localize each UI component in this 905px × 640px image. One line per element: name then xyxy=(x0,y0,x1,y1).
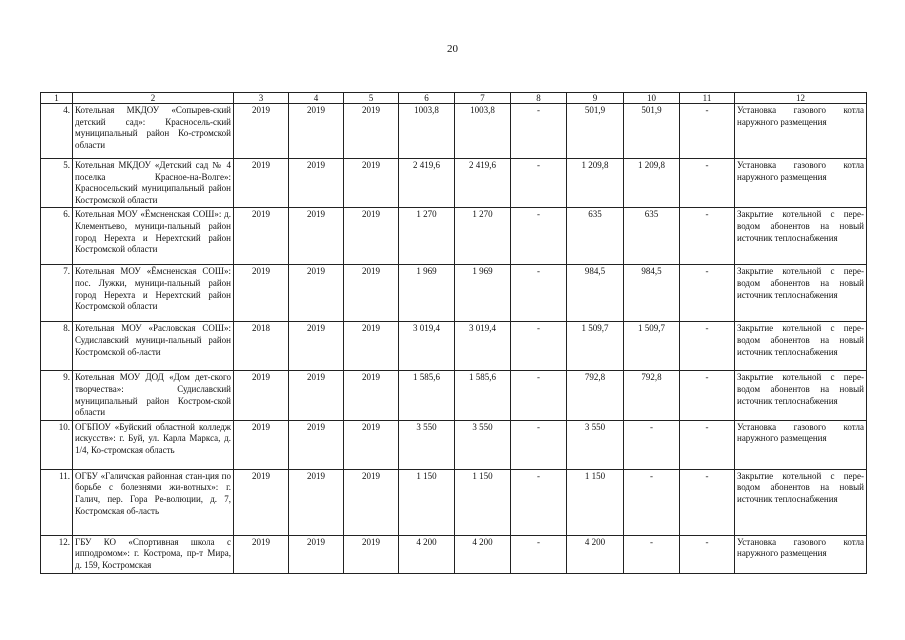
col-6: 2 419,6 xyxy=(399,159,455,208)
header-cell-10: 10 xyxy=(624,93,680,104)
row-number: 6. xyxy=(41,208,73,265)
col-11: - xyxy=(680,535,735,573)
col-3: 2019 xyxy=(234,371,289,420)
col-11: - xyxy=(680,159,735,208)
measure-description: Закрытие котельной с пере-водом абонентов на новый источник теплоснабжения xyxy=(735,469,867,535)
measure-description: Установка газового котла наружного размещения xyxy=(735,420,867,469)
table-row xyxy=(41,265,867,322)
col-11: - xyxy=(680,371,735,420)
row-number: 12. xyxy=(41,535,73,573)
col-10: 792,8 xyxy=(624,371,680,420)
col-4: 2019 xyxy=(289,322,344,371)
col-8: - xyxy=(511,535,567,573)
col-3: 2019 xyxy=(234,104,289,159)
table-row xyxy=(41,469,867,535)
col-7: 1 150 xyxy=(455,469,511,535)
col-5: 2019 xyxy=(344,159,399,208)
col-6: 3 550 xyxy=(399,420,455,469)
col-5: 2019 xyxy=(344,371,399,420)
col-4: 2019 xyxy=(289,420,344,469)
data-table xyxy=(40,92,867,574)
col-6: 1 270 xyxy=(399,208,455,265)
measure-description: Установка газового котла наружного размещения xyxy=(735,159,867,208)
header-cell-11: 11 xyxy=(680,93,735,104)
col-7: 3 550 xyxy=(455,420,511,469)
table-body xyxy=(41,93,867,574)
col-3: 2019 xyxy=(234,208,289,265)
header-cell-8: 8 xyxy=(511,93,567,104)
measure-description: Закрытие котельной с пере-водом абонентов на новый источник теплоснабжения xyxy=(735,322,867,371)
col-10: - xyxy=(624,535,680,573)
header-cell-5: 5 xyxy=(344,93,399,104)
col-3: 2019 xyxy=(234,469,289,535)
col-8: - xyxy=(511,159,567,208)
table-row xyxy=(41,104,867,159)
object-name: Котельная МКДОУ «Сопырев-ский детский сад»: Красносель-ский муниципальный район Ко-стромской области xyxy=(73,104,234,159)
col-6: 1003,8 xyxy=(399,104,455,159)
col-11: - xyxy=(680,469,735,535)
header-cell-12: 12 xyxy=(735,93,867,104)
col-6: 1 150 xyxy=(399,469,455,535)
object-name: Котельная МОУ ДОД «Дом дет-ского творчества»: Судиславский муниципальный район Костром-ской области xyxy=(73,371,234,420)
col-9: 1 150 xyxy=(567,469,624,535)
col-4: 2019 xyxy=(289,265,344,322)
col-5: 2019 xyxy=(344,208,399,265)
header-cell-2: 2 xyxy=(73,93,234,104)
col-6: 4 200 xyxy=(399,535,455,573)
table-row xyxy=(41,159,867,208)
col-11: - xyxy=(680,420,735,469)
col-8: - xyxy=(511,104,567,159)
col-7: 1 585,6 xyxy=(455,371,511,420)
measure-description: Закрытие котельной с пере-водом абонентов на новый источник теплоснабжения xyxy=(735,371,867,420)
col-7: 1 270 xyxy=(455,208,511,265)
object-name: Котельная МКДОУ «Детский сад № 4 поселка Красное-на-Волге»: Красносельский муниципальный район Костромской области xyxy=(73,159,234,208)
object-name: Котельная МОУ «Расловская СОШ»: Судиславский муници-пальный район Костромской об-ласти xyxy=(73,322,234,371)
col-9: 635 xyxy=(567,208,624,265)
col-5: 2019 xyxy=(344,469,399,535)
col-8: - xyxy=(511,322,567,371)
header-row xyxy=(41,93,867,104)
col-5: 2019 xyxy=(344,322,399,371)
col-9: 792,8 xyxy=(567,371,624,420)
col-8: - xyxy=(511,420,567,469)
col-7: 1003,8 xyxy=(455,104,511,159)
col-4: 2019 xyxy=(289,371,344,420)
col-10: 635 xyxy=(624,208,680,265)
table-row xyxy=(41,420,867,469)
page-number: 20 xyxy=(447,43,458,55)
header-cell-6: 6 xyxy=(399,93,455,104)
header-cell-7: 7 xyxy=(455,93,511,104)
col-7: 3 019,4 xyxy=(455,322,511,371)
col-3: 2019 xyxy=(234,159,289,208)
col-6: 1 585,6 xyxy=(399,371,455,420)
col-7: 4 200 xyxy=(455,535,511,573)
col-9: 984,5 xyxy=(567,265,624,322)
col-6: 3 019,4 xyxy=(399,322,455,371)
header-cell-1: 1 xyxy=(41,93,73,104)
col-10: 501,9 xyxy=(624,104,680,159)
col-8: - xyxy=(511,469,567,535)
table-row xyxy=(41,208,867,265)
table-row xyxy=(41,322,867,371)
col-5: 2019 xyxy=(344,420,399,469)
col-4: 2019 xyxy=(289,104,344,159)
header-cell-3: 3 xyxy=(234,93,289,104)
row-number: 10. xyxy=(41,420,73,469)
header-cell-4: 4 xyxy=(289,93,344,104)
col-10: 1 209,8 xyxy=(624,159,680,208)
object-name: Котельная МОУ «Ёмсненская СОШ»: д. Клементьево, муници-пальный район город Нерехта и Нерехтский район Костромской области xyxy=(73,208,234,265)
col-10: - xyxy=(624,469,680,535)
object-name: ОГБУ «Галичская районная стан-ция по борьбе с болезнями жи-вотных»: г. Галич, пер. Гора Ре-волюции, д. 7, Костромская об-ласть xyxy=(73,469,234,535)
col-11: - xyxy=(680,208,735,265)
col-4: 2019 xyxy=(289,469,344,535)
col-8: - xyxy=(511,208,567,265)
col-9: 501,9 xyxy=(567,104,624,159)
row-number: 8. xyxy=(41,322,73,371)
object-name: Котельная МОУ «Ёмсненская СОШ»: пос. Лужки, муници-пальный район город Нерехта и Нерехтский район Костромской области xyxy=(73,265,234,322)
col-6: 1 969 xyxy=(399,265,455,322)
table-row xyxy=(41,535,867,573)
table-row xyxy=(41,371,867,420)
col-5: 2019 xyxy=(344,104,399,159)
col-10: 984,5 xyxy=(624,265,680,322)
header-cell-9: 9 xyxy=(567,93,624,104)
object-name: ОГБПОУ «Буйский областной колледж искусств»: г. Буй, ул. Карла Маркса, д. 1/4, Ко-стромская область xyxy=(73,420,234,469)
col-11: - xyxy=(680,104,735,159)
col-9: 3 550 xyxy=(567,420,624,469)
col-4: 2019 xyxy=(289,535,344,573)
measure-description: Установка газового котла наружного размещения xyxy=(735,535,867,573)
row-number: 7. xyxy=(41,265,73,322)
col-5: 2019 xyxy=(344,535,399,573)
row-number: 11. xyxy=(41,469,73,535)
col-9: 1 209,8 xyxy=(567,159,624,208)
col-11: - xyxy=(680,265,735,322)
col-3: 2019 xyxy=(234,535,289,573)
col-11: - xyxy=(680,322,735,371)
row-number: 4. xyxy=(41,104,73,159)
col-8: - xyxy=(511,371,567,420)
col-7: 2 419,6 xyxy=(455,159,511,208)
col-9: 1 509,7 xyxy=(567,322,624,371)
measure-description: Закрытие котельной с пере-водом абонентов на новый источник теплоснабжения xyxy=(735,208,867,265)
col-4: 2019 xyxy=(289,159,344,208)
measure-description: Закрытие котельной с пере-водом абонентов на новый источник теплоснабжения xyxy=(735,265,867,322)
col-10: 1 509,7 xyxy=(624,322,680,371)
row-number: 9. xyxy=(41,371,73,420)
col-3: 2018 xyxy=(234,322,289,371)
col-5: 2019 xyxy=(344,265,399,322)
object-name: ГБУ КО «Спортивная школа с ипподромом»: г. Кострома, пр-т Мира, д. 159, Костромская xyxy=(73,535,234,573)
col-4: 2019 xyxy=(289,208,344,265)
col-10: - xyxy=(624,420,680,469)
row-number: 5. xyxy=(41,159,73,208)
col-3: 2019 xyxy=(234,265,289,322)
col-3: 2019 xyxy=(234,420,289,469)
col-9: 4 200 xyxy=(567,535,624,573)
col-7: 1 969 xyxy=(455,265,511,322)
col-8: - xyxy=(511,265,567,322)
measure-description: Установка газового котла наружного размещения xyxy=(735,104,867,159)
